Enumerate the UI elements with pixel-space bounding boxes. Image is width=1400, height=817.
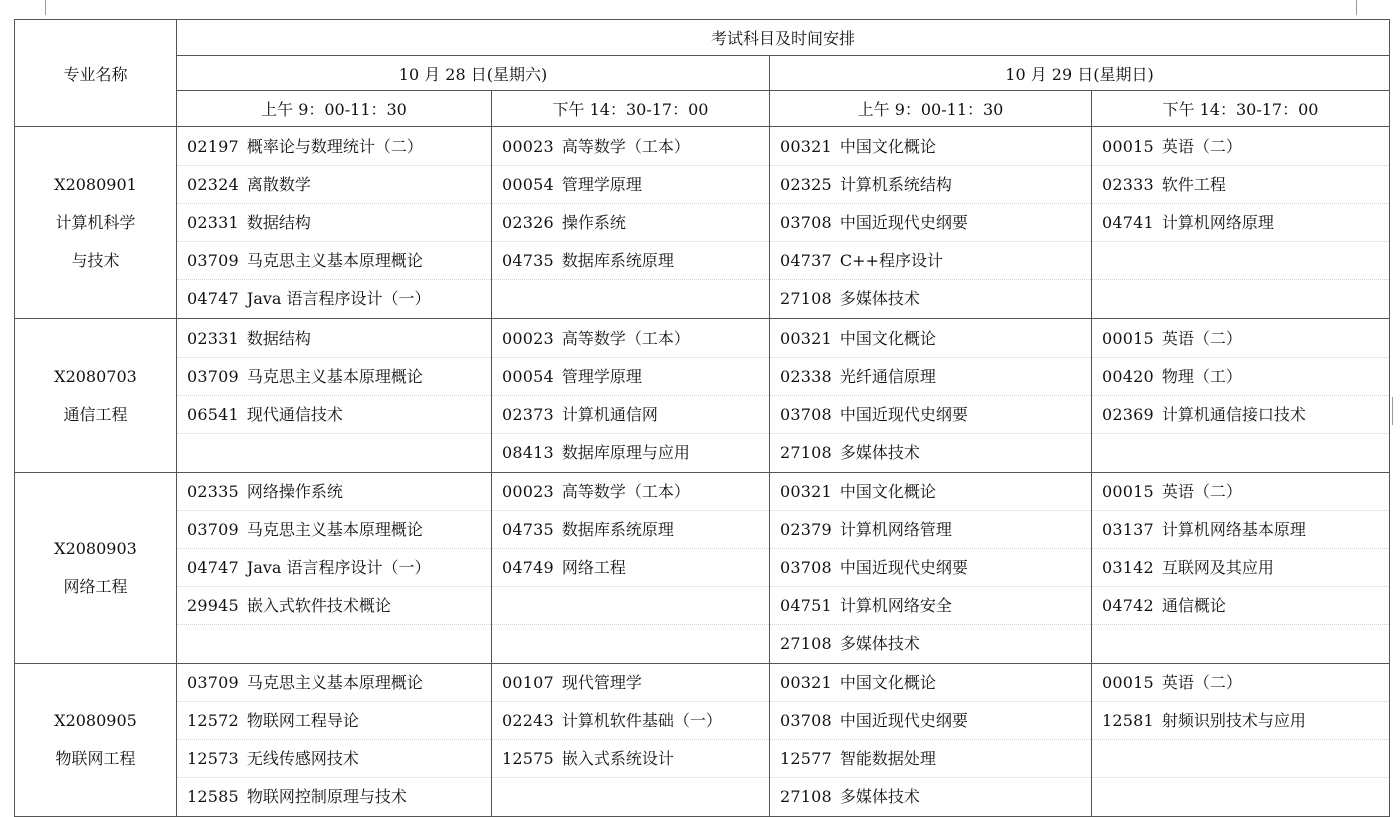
course-entry <box>177 396 491 434</box>
course-code: 00107 <box>502 673 554 692</box>
course-code: 02333 <box>1102 174 1154 194</box>
course-code: 00015 <box>1102 328 1154 348</box>
course-entry <box>770 320 1091 358</box>
course-name: 中国近现代史纲要 <box>839 558 968 577</box>
course-entry <box>177 242 491 280</box>
course-name: 无线传感网技术 <box>246 749 359 768</box>
course-name: Java 语言程序设计（一） <box>246 288 431 308</box>
course-code: 00054 <box>502 174 554 194</box>
schedule-title: 考试科目及时间安排 <box>177 20 1390 56</box>
course-entry <box>770 587 1091 625</box>
course-code: 00015 <box>1102 673 1154 692</box>
course-name: 物联网工程导论 <box>246 711 359 730</box>
course-code: 03137 <box>1102 520 1154 539</box>
course-name: 光纤通信原理 <box>839 366 936 386</box>
major-cell <box>15 127 177 319</box>
course-entry <box>1092 280 1389 318</box>
course-entry <box>770 473 1091 511</box>
margin-mark-right <box>1356 0 1357 15</box>
course-entry <box>770 434 1091 472</box>
course-code: 12585 <box>187 787 239 806</box>
course-name: 多媒体技术 <box>839 634 920 653</box>
course-entry <box>770 740 1091 778</box>
course-entry <box>1092 166 1389 204</box>
course-name: 中国文化概论 <box>839 482 936 501</box>
session-header: 下午 14：30-17：00 <box>1092 91 1390 127</box>
major-name: 网络工程 <box>63 577 128 596</box>
major-code: X2080905 <box>54 711 137 730</box>
course-code: 00015 <box>1102 136 1154 156</box>
course-name: 现代通信技术 <box>246 404 343 424</box>
major-code: X2080903 <box>54 539 137 558</box>
course-code: 03709 <box>187 250 239 270</box>
course-entry <box>492 166 769 204</box>
session-cell <box>177 473 492 664</box>
course-entry <box>770 396 1091 434</box>
course-name: 现代管理学 <box>561 673 642 692</box>
session-cell <box>492 473 770 664</box>
course-entry <box>177 473 491 511</box>
course-code: 00321 <box>780 136 832 156</box>
course-name: 马克思主义基本原理概论 <box>246 673 423 692</box>
course-entry <box>177 320 491 358</box>
course-code: 06541 <box>187 404 239 424</box>
course-name: 英语（二） <box>1161 673 1242 692</box>
header-row-days <box>15 56 1390 91</box>
course-name: 计算机网络原理 <box>1161 212 1274 232</box>
course-code: 04741 <box>1102 212 1154 232</box>
course-name: 中国文化概论 <box>839 136 936 156</box>
course-entry <box>1092 396 1389 434</box>
course-entry <box>1092 473 1389 511</box>
major-cell <box>15 319 177 473</box>
course-code: 04747 <box>187 288 239 308</box>
course-name: 软件工程 <box>1161 174 1226 194</box>
course-entry <box>492 625 769 663</box>
course-name: 英语（二） <box>1161 136 1242 156</box>
schedule-table-body <box>15 20 1390 817</box>
course-entry <box>1092 549 1389 587</box>
course-name: 管理学原理 <box>561 366 642 386</box>
course-code: 03709 <box>187 520 239 539</box>
course-entry <box>492 664 769 702</box>
course-code: 00023 <box>502 136 554 156</box>
course-name: 物联网控制原理与技术 <box>246 787 407 806</box>
course-entry <box>770 511 1091 549</box>
course-code: 03708 <box>780 558 832 577</box>
course-code: 12577 <box>780 749 832 768</box>
course-name: 数据库系统原理 <box>561 520 674 539</box>
course-entry <box>492 587 769 625</box>
session-cell <box>492 127 770 319</box>
course-entry <box>1092 128 1389 166</box>
major-cell <box>15 664 177 817</box>
course-code: 04737 <box>780 250 832 270</box>
course-name: 马克思主义基本原理概论 <box>246 250 423 270</box>
course-name: 计算机通信网 <box>561 404 658 424</box>
course-code: 04749 <box>502 558 554 577</box>
course-name: 英语（二） <box>1161 482 1242 501</box>
course-entry <box>1092 778 1389 816</box>
course-name: 智能数据处理 <box>839 749 936 768</box>
course-entry <box>177 740 491 778</box>
session-cell <box>492 664 770 817</box>
course-name: 数据结构 <box>246 212 311 232</box>
course-code: 03708 <box>780 711 832 730</box>
session-cell <box>770 473 1092 664</box>
major-row <box>15 319 1390 473</box>
course-code: 08413 <box>502 442 554 462</box>
course-name: 多媒体技术 <box>839 442 920 462</box>
course-name: 操作系统 <box>561 212 626 232</box>
course-entry <box>492 280 769 318</box>
session-header: 上午 9：00-11：30 <box>177 91 492 127</box>
course-name: 高等数学（工本） <box>561 482 690 501</box>
course-code: 02243 <box>502 711 554 730</box>
course-name: 离散数学 <box>246 174 311 194</box>
course-entry <box>492 473 769 511</box>
page-top-margin <box>0 0 1400 20</box>
course-entry <box>770 778 1091 816</box>
course-entry <box>177 587 491 625</box>
course-code: 00420 <box>1102 366 1154 386</box>
course-code: 04742 <box>1102 596 1154 615</box>
session-cell <box>1092 473 1390 664</box>
major-row <box>15 127 1390 319</box>
course-entry <box>177 280 491 318</box>
major-name: 计算机科学 <box>55 212 136 232</box>
course-name: 概率论与数理统计（二） <box>246 136 423 156</box>
major-row <box>15 664 1390 817</box>
course-name: 计算机软件基础（一） <box>561 711 722 730</box>
major-row <box>15 473 1390 664</box>
session-cell <box>492 319 770 473</box>
course-code: 12572 <box>187 711 239 730</box>
session-cell <box>177 127 492 319</box>
course-name: 射频识别技术与应用 <box>1161 711 1306 730</box>
course-entry <box>1092 511 1389 549</box>
course-name: 嵌入式系统设计 <box>561 749 674 768</box>
course-entry <box>1092 358 1389 396</box>
course-entry <box>770 549 1091 587</box>
course-name: 中国文化概论 <box>839 673 936 692</box>
course-entry <box>177 778 491 816</box>
session-cell <box>1092 127 1390 319</box>
course-code: 27108 <box>780 442 832 462</box>
course-name: 多媒体技术 <box>839 288 920 308</box>
course-code: 00054 <box>502 366 554 386</box>
course-code: 03708 <box>780 404 832 424</box>
course-code: 00321 <box>780 673 832 692</box>
course-entry <box>770 358 1091 396</box>
course-name: Java 语言程序设计（一） <box>246 558 431 577</box>
course-name: 计算机通信接口技术 <box>1161 404 1306 424</box>
major-name: 通信工程 <box>63 404 128 424</box>
course-code: 02379 <box>780 520 832 539</box>
course-entry <box>492 396 769 434</box>
course-name: 计算机网络管理 <box>839 520 952 539</box>
course-code: 02335 <box>187 482 239 501</box>
major-name-header: 专业名称 <box>15 20 177 127</box>
course-code: 02331 <box>187 212 239 232</box>
course-name: 通信概论 <box>1161 596 1226 615</box>
course-name: 中国近现代史纲要 <box>839 711 968 730</box>
course-entry <box>177 625 491 663</box>
course-entry <box>770 242 1091 280</box>
course-code: 03142 <box>1102 558 1154 577</box>
course-name: 物理（工） <box>1161 366 1242 386</box>
course-entry <box>177 166 491 204</box>
course-entry <box>177 358 491 396</box>
course-code: 27108 <box>780 787 832 806</box>
course-entry <box>1092 242 1389 280</box>
session-header: 下午 14：30-17：00 <box>492 91 770 127</box>
course-entry <box>1092 664 1389 702</box>
course-code: 29945 <box>187 596 239 615</box>
course-code: 02324 <box>187 174 239 194</box>
course-entry <box>492 320 769 358</box>
course-name: 中国近现代史纲要 <box>839 212 968 232</box>
course-code: 02369 <box>1102 404 1154 424</box>
course-name: 计算机网络基本原理 <box>1161 520 1306 539</box>
major-code: X2080901 <box>54 174 137 194</box>
course-entry <box>770 702 1091 740</box>
session-cell <box>1092 664 1390 817</box>
course-entry <box>492 128 769 166</box>
course-name: 马克思主义基本原理概论 <box>246 366 423 386</box>
page-edge-mark <box>1392 397 1400 425</box>
course-code: 02373 <box>502 404 554 424</box>
course-name: 高等数学（工本） <box>561 328 690 348</box>
session-cell <box>770 127 1092 319</box>
session-cell <box>177 319 492 473</box>
major-code: X2080703 <box>54 366 137 386</box>
course-code: 02326 <box>502 212 554 232</box>
course-entry <box>492 204 769 242</box>
course-code: 02325 <box>780 174 832 194</box>
course-entry <box>770 625 1091 663</box>
course-entry <box>177 702 491 740</box>
course-entry <box>492 778 769 816</box>
session-cell <box>770 664 1092 817</box>
margin-mark-left <box>45 0 46 15</box>
course-code: 27108 <box>780 634 832 653</box>
course-name: 管理学原理 <box>561 174 642 194</box>
course-code: 00321 <box>780 328 832 348</box>
course-name: 数据库系统原理 <box>561 250 674 270</box>
day-header: 10 月 28 日(星期六) <box>177 56 770 91</box>
header-row-title <box>15 20 1390 56</box>
major-cell <box>15 473 177 664</box>
course-entry <box>1092 204 1389 242</box>
course-name: 马克思主义基本原理概论 <box>246 520 423 539</box>
course-name: 计算机系统结构 <box>839 174 952 194</box>
course-entry <box>177 204 491 242</box>
course-entry <box>1092 740 1389 778</box>
course-entry <box>177 128 491 166</box>
course-code: 04751 <box>780 596 832 615</box>
session-cell <box>770 319 1092 473</box>
course-code: 00023 <box>502 482 554 501</box>
session-header: 上午 9：00-11：30 <box>770 91 1092 127</box>
course-name: 数据库原理与应用 <box>561 442 690 462</box>
course-entry <box>177 511 491 549</box>
course-code: 00015 <box>1102 482 1154 501</box>
course-name: 网络工程 <box>561 558 626 577</box>
header-row-sessions <box>15 91 1390 127</box>
course-entry <box>770 166 1091 204</box>
course-entry <box>492 702 769 740</box>
course-code: 00023 <box>502 328 554 348</box>
course-code: 02338 <box>780 366 832 386</box>
course-name: 计算机网络安全 <box>839 596 952 615</box>
course-name: 互联网及其应用 <box>1161 558 1274 577</box>
course-entry <box>177 549 491 587</box>
course-code: 12573 <box>187 749 239 768</box>
course-entry <box>1092 587 1389 625</box>
course-entry <box>770 128 1091 166</box>
course-name: 中国文化概论 <box>839 328 936 348</box>
course-entry <box>770 204 1091 242</box>
day-header: 10 月 29 日(星期日) <box>770 56 1390 91</box>
course-entry <box>492 740 769 778</box>
course-entry <box>492 549 769 587</box>
course-name: 嵌入式软件技术概论 <box>246 596 391 615</box>
session-cell <box>1092 319 1390 473</box>
course-entry <box>492 434 769 472</box>
course-code: 27108 <box>780 288 832 308</box>
course-entry <box>177 664 491 702</box>
session-cell <box>177 664 492 817</box>
course-entry <box>1092 320 1389 358</box>
course-name: 多媒体技术 <box>839 787 920 806</box>
course-code: 02331 <box>187 328 239 348</box>
course-code: 04735 <box>502 250 554 270</box>
course-code: 03709 <box>187 366 239 386</box>
major-name: 物联网工程 <box>55 749 136 768</box>
course-code: 12581 <box>1102 711 1154 730</box>
major-name: 与技术 <box>71 250 120 270</box>
course-code: 00321 <box>780 482 832 501</box>
course-code: 04735 <box>502 520 554 539</box>
course-entry <box>177 434 491 472</box>
exam-schedule-table <box>14 19 1390 817</box>
course-entry <box>770 664 1091 702</box>
course-entry <box>1092 434 1389 472</box>
course-entry <box>1092 702 1389 740</box>
course-name: 数据结构 <box>246 328 311 348</box>
course-code: 02197 <box>187 136 239 156</box>
course-name: 网络操作系统 <box>246 482 343 501</box>
course-code: 03709 <box>187 673 239 692</box>
course-entry <box>492 242 769 280</box>
course-name: 高等数学（工本） <box>561 136 690 156</box>
course-entry <box>492 511 769 549</box>
course-code: 12575 <box>502 749 554 768</box>
course-name: 英语（二） <box>1161 328 1242 348</box>
course-entry <box>492 358 769 396</box>
course-code: 03708 <box>780 212 832 232</box>
course-entry <box>770 280 1091 318</box>
course-name: 中国近现代史纲要 <box>839 404 968 424</box>
course-entry <box>1092 625 1389 663</box>
course-name: C++程序设计 <box>839 250 943 270</box>
course-code: 04747 <box>187 558 239 577</box>
